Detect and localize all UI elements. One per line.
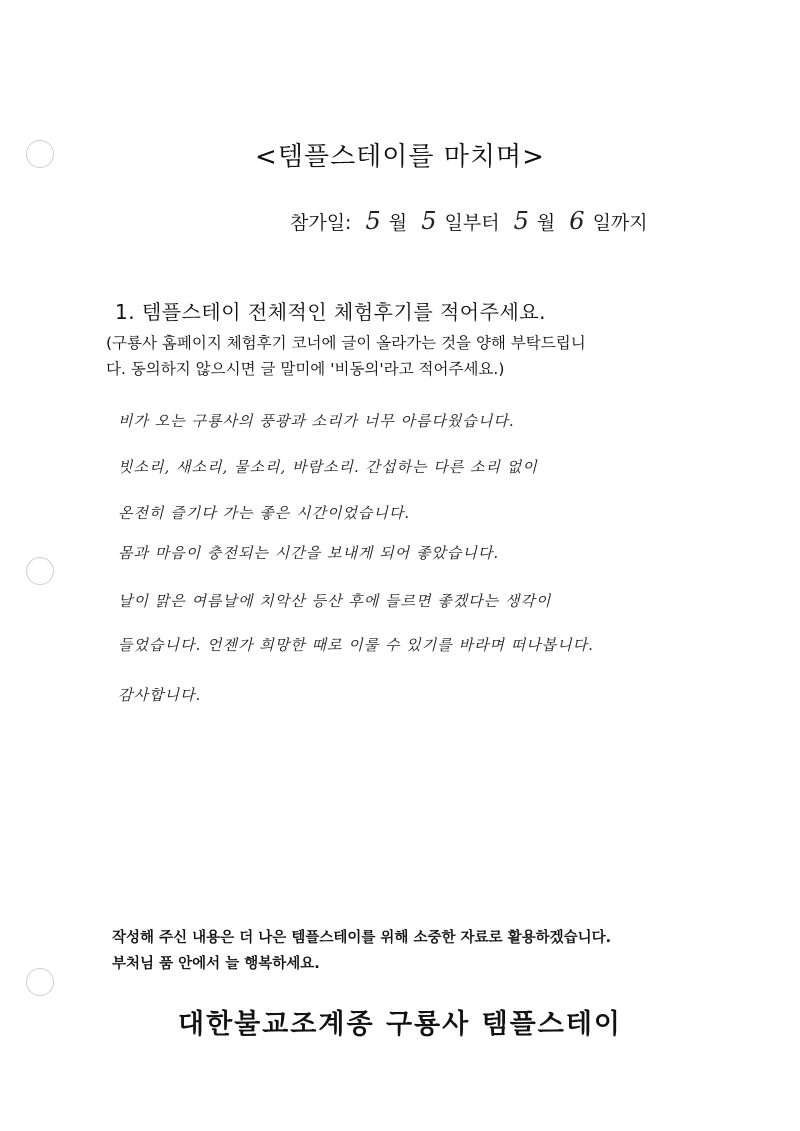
start-month: 5	[365, 207, 381, 235]
closing-message	[112, 925, 611, 977]
organization-name: 대한불교조계종 구룡사 템플스테이	[177, 1009, 623, 1040]
note-line: 다. 동의하지 않으시면 글 말미에 '비동의'라고 적어주세요.)	[106, 360, 505, 378]
handwritten-line: 감사합니다.	[118, 686, 202, 704]
closing-line: 부처님 품 안에서 늘 행복하세요.	[112, 956, 320, 972]
participation-label: 참가일:	[290, 212, 352, 234]
end-month: 5	[513, 207, 529, 235]
end-day: 6	[569, 207, 585, 235]
participation-dates	[290, 207, 648, 235]
question-1-note	[106, 330, 706, 382]
page-title: <템플스테이를 마치며>	[255, 142, 545, 172]
start-day: 5	[421, 207, 437, 235]
day-until-label: 일까지	[592, 212, 648, 234]
binder-hole-middle	[26, 557, 54, 585]
note-line: (구룡사 홈페이지 체험후기 코너에 글이 올라가는 것을 양해 부탁드립니	[106, 334, 586, 352]
month-unit: 월	[388, 212, 408, 234]
handwritten-line: 온전히 즐기다 가는 좋은 시간이었습니다.	[118, 504, 411, 522]
closing-line: 작성해 주신 내용은 더 나은 템플스테이를 위해 소중한 자료로 활용하겠습니다.	[112, 930, 612, 946]
question-1: 1. 템플스테이 전체적인 체험후기를 적어주세요.	[115, 300, 546, 324]
month-unit: 월	[536, 212, 556, 234]
binder-hole-bottom	[26, 968, 54, 996]
day-from-label: 일부터	[444, 212, 500, 234]
handwritten-line: 비가 오는 구룡사의 풍광과 소리가 너무 아름다웠습니다.	[118, 412, 515, 430]
handwritten-line: 빗소리, 새소리, 물소리, 바람소리. 간섭하는 다른 소리 없이	[118, 458, 538, 476]
handwritten-line: 몸과 마음이 충전되는 시간을 보내게 되어 좋았습니다.	[118, 544, 500, 562]
handwritten-line: 날이 맑은 여름날에 치악산 등산 후에 들르면 좋겠다는 생각이	[118, 592, 552, 610]
handwritten-line: 들었습니다. 언젠가 희망한 때로 이룰 수 있기를 바라며 떠나봅니다.	[118, 636, 594, 654]
